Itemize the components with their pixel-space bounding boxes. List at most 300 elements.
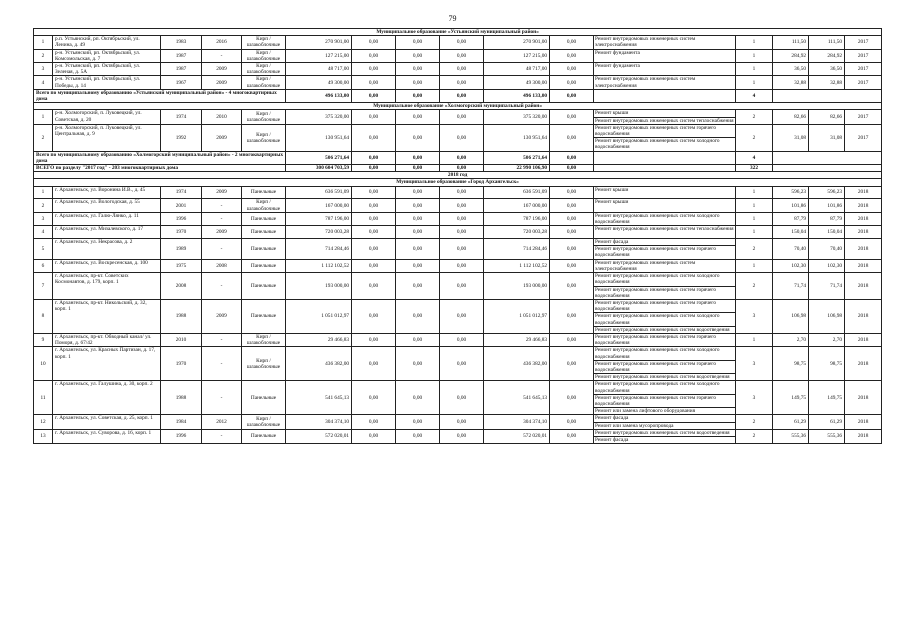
fund-cell: 0,00 — [352, 239, 396, 260]
other-funds-cell: 0,00 — [550, 299, 594, 333]
local-budget-cell: 0,00 — [440, 76, 484, 89]
limit-cost-cell: 87,79 — [809, 212, 845, 225]
wall-material-cell: Панельные — [242, 212, 286, 225]
table-row — [34, 49, 882, 62]
municipality-total-row — [34, 89, 882, 102]
limit-cost-cell: 102,30 — [809, 259, 845, 272]
works-cell — [594, 415, 736, 429]
other-funds-cell: 0,00 — [550, 333, 594, 346]
local-budget-cell: 0,00 — [440, 165, 484, 172]
built-year-cell: 1970 — [161, 226, 202, 239]
total-cost-cell: 29 466,83 — [286, 333, 352, 346]
fund-cell: 0,00 — [352, 259, 396, 272]
built-year-cell: 1970 — [161, 347, 202, 381]
works-cell — [594, 63, 736, 76]
row-number: 12 — [34, 415, 53, 429]
works-count-cell: 1 — [736, 76, 773, 89]
other-funds-cell: 0,00 — [550, 186, 594, 199]
other-funds-cell: 0,00 — [550, 226, 594, 239]
regional-budget-cell: 0,00 — [396, 239, 440, 260]
built-year-cell: 1988 — [161, 381, 202, 415]
works-count-cell: 1 — [736, 49, 773, 62]
local-budget-cell: 0,00 — [440, 199, 484, 212]
address-cell: г. Архангельск, пр-кт. Советских Космонавтов, д. 179, корп. 1 — [53, 273, 161, 300]
wall-material-cell: Кирп / шлакоблочные — [242, 124, 286, 151]
work-type: Ремонт внутридомовых инженерных систем водоотведения — [595, 326, 730, 333]
other-funds-cell: 0,00 — [550, 89, 594, 102]
owners-funds-cell: 127 215,00 — [484, 49, 550, 62]
fund-cell: 0,00 — [352, 429, 396, 443]
work-type: Ремонт внутридомовых инженерных систем горячего водоснабжения — [594, 300, 735, 313]
works-count-cell: 4 — [736, 89, 773, 102]
limit-cost-cell: 36,50 — [809, 63, 845, 76]
work-type: Ремонт внутридомовых инженерных систем горячего водоснабжения — [594, 361, 735, 374]
works-cell — [594, 76, 736, 89]
work-type: Ремонт внутридомовых инженерных систем горячего водоснабжения — [595, 286, 716, 299]
limit-cost-cell: 2,70 — [809, 333, 845, 346]
built-year-cell: 1996 — [161, 212, 202, 225]
row-number: 13 — [34, 429, 53, 443]
work-type: Ремонт внутридомовых инженерных систем электроснабжения — [595, 36, 696, 49]
table-row — [34, 239, 882, 260]
municipality-header — [34, 29, 882, 36]
completion-year-cell: 2017 — [845, 63, 882, 76]
works-count-cell: 2 — [736, 429, 773, 443]
other-funds-cell: 0,00 — [550, 124, 594, 151]
limit-cost-cell: 70,40 — [809, 239, 845, 260]
specific-cost-cell: 61,29 — [773, 415, 809, 429]
table-row — [34, 212, 882, 225]
works-count-cell: 1 — [736, 36, 773, 49]
address-cell: г. Архангельск, пр-кт. Обводный канал/ ул. Поморя, д. 67/42 — [53, 333, 161, 346]
regional-budget-cell: 0,00 — [396, 226, 440, 239]
row-number: 1 — [34, 186, 53, 199]
local-budget-cell: 0,00 — [440, 36, 484, 49]
works-cell — [594, 151, 736, 164]
local-budget-cell: 0,00 — [440, 429, 484, 443]
municipality-header-text: Муниципальное образование «Холмогорский муниципальный район» — [34, 103, 882, 110]
completion-year-cell: 2018 — [845, 199, 882, 212]
total-cost-cell: 1 051 012,97 — [286, 299, 352, 333]
address-cell: р.п. Устьянский, рп. Октябрьский, ул. Ленина, д. 49 — [53, 36, 161, 49]
work-type: Ремонт фундамента — [595, 63, 640, 70]
table-row — [34, 63, 882, 76]
reconstruction-year-cell: 2008 — [202, 259, 242, 272]
work-type: Ремонт внутридомовых инженерных систем холодного водоснабжения — [594, 381, 735, 394]
fund-cell: 0,00 — [352, 299, 396, 333]
local-budget-cell: 0,00 — [440, 226, 484, 239]
regional-budget-cell: 0,00 — [396, 347, 440, 381]
built-year-cell: 1992 — [161, 124, 202, 151]
reconstruction-year-cell: 2009 — [202, 299, 242, 333]
specific-cost-cell: 71,74 — [773, 273, 809, 300]
work-type: Ремонт фундамента — [595, 49, 640, 56]
other-funds-cell: 0,00 — [550, 273, 594, 300]
limit-cost-cell: 555,36 — [809, 429, 845, 443]
row-number: 8 — [34, 299, 53, 333]
capital-repair-table — [33, 28, 882, 444]
limit-cost-cell: 31,08 — [809, 124, 845, 151]
work-type: Ремонт внутридомовых инженерных систем электроснабжения — [595, 259, 696, 272]
municipality-header — [34, 179, 882, 186]
works-count-cell: 4 — [736, 151, 773, 164]
regional-budget-cell: 0,00 — [396, 259, 440, 272]
built-year-cell: 1988 — [161, 299, 202, 333]
fund-cell: 0,00 — [352, 151, 396, 164]
total-cost-cell: 127 215,00 — [286, 49, 352, 62]
work-type: Ремонт или замена лифтового оборудования — [595, 408, 696, 415]
address-cell: г. Архангельск, ул. Красных Партизан, д. 17, корп. 1 — [53, 347, 161, 381]
works-count-cell: 2 — [736, 110, 773, 124]
reconstruction-year-cell: 2010 — [202, 110, 242, 124]
works-cell — [594, 273, 736, 300]
owners-funds-cell: 48 717,00 — [484, 63, 550, 76]
works-count-cell: 1 — [736, 333, 773, 346]
specific-cost-cell: 36,50 — [773, 63, 809, 76]
limit-cost-cell: 111,50 — [809, 36, 845, 49]
regional-budget-cell: 0,00 — [396, 89, 440, 102]
owners-funds-cell: 130 951,64 — [484, 124, 550, 151]
completion-year-cell: 2018 — [845, 347, 882, 381]
limit-cost-cell: 596,23 — [809, 186, 845, 199]
fund-cell: 0,00 — [352, 226, 396, 239]
total-cost-cell: 436 382,00 — [286, 347, 352, 381]
specific-cost-cell: 2,70 — [773, 333, 809, 346]
wall-material-cell: Панельные — [242, 299, 286, 333]
works-cell — [594, 226, 736, 239]
built-year-cell: 1974 — [161, 110, 202, 124]
total-cost-cell: 541 645,13 — [286, 381, 352, 415]
other-funds-cell: 0,00 — [550, 347, 594, 381]
total-cost-cell: 496 133,00 — [286, 89, 352, 102]
local-budget-cell: 0,00 — [440, 273, 484, 300]
reconstruction-year-cell: 2009 — [202, 76, 242, 89]
specific-cost-cell: 596,23 — [773, 186, 809, 199]
built-year-cell: 1967 — [161, 76, 202, 89]
completion-year-cell: 2017 — [845, 36, 882, 49]
works-cell — [594, 89, 736, 102]
fund-cell: 0,00 — [352, 415, 396, 429]
specific-cost-cell: 82,66 — [773, 110, 809, 124]
total-cost-cell: 1 112 102,52 — [286, 259, 352, 272]
regional-budget-cell: 0,00 — [396, 63, 440, 76]
other-funds-cell: 0,00 — [550, 212, 594, 225]
total-cost-cell: 572 020,01 — [286, 429, 352, 443]
completion-year-cell: 2018 — [845, 259, 882, 272]
work-type: Ремонт внутридомовых инженерных систем холодного водоснабжения — [594, 273, 735, 286]
works-count-cell: 3 — [736, 299, 773, 333]
fund-cell: 0,00 — [352, 273, 396, 300]
work-type: Ремонт внутридомовых инженерных систем водоотведения — [595, 374, 730, 381]
regional-budget-cell: 0,00 — [396, 186, 440, 199]
works-count-cell: 322 — [736, 165, 773, 172]
completion-year-cell: 2018 — [845, 333, 882, 346]
fund-cell: 0,00 — [352, 124, 396, 151]
owners-funds-cell: 1 051 012,97 — [484, 299, 550, 333]
completion-year-cell: 2018 — [845, 273, 882, 300]
table-row — [34, 76, 882, 89]
reconstruction-year-cell: 2012 — [202, 415, 242, 429]
address-cell: г. Архангельск, ул. Галю-Лянко, д. 11 — [53, 212, 161, 225]
row-number: 10 — [34, 347, 53, 381]
address-cell: р-н. Устьянский, рп. Октябрьский, ул. Зеленая, д. 5А — [53, 63, 161, 76]
built-year-cell: 2010 — [161, 333, 202, 346]
specific-cost-cell: 149,75 — [773, 381, 809, 415]
works-cell — [594, 110, 736, 124]
work-type: Ремонт внутридомовых инженерных систем холодного водоснабжения — [594, 347, 735, 360]
address-cell: г. Архангельск, ул. Советская, д. 25, корп. 1 — [53, 415, 161, 429]
owners-funds-cell: 541 645,13 — [484, 381, 550, 415]
address-cell: г. Архангельск, ул. Галушина, д. 30, корп. 2 — [53, 381, 161, 415]
specific-cost-cell: 31,08 — [773, 124, 809, 151]
total-cost-cell: 300 604 703,59 — [286, 165, 352, 172]
row-number: 1 — [34, 36, 53, 49]
table-row — [34, 186, 882, 199]
fund-cell: 0,00 — [352, 333, 396, 346]
reconstruction-year-cell: - — [202, 49, 242, 62]
table-row — [34, 110, 882, 124]
owners-funds-cell: 193 000,00 — [484, 273, 550, 300]
regional-budget-cell: 0,00 — [396, 199, 440, 212]
reconstruction-year-cell: 2009 — [202, 124, 242, 151]
work-type: Ремонт фасада — [594, 415, 735, 422]
regional-budget-cell: 0,00 — [396, 429, 440, 443]
works-count-cell: 2 — [736, 124, 773, 151]
total-cost-cell: 720 003,28 — [286, 226, 352, 239]
address-cell: г. Архангельск, ул. Некрасова, д. 2 — [53, 239, 161, 260]
works-cell — [594, 347, 736, 381]
reconstruction-year-cell: 2016 — [202, 36, 242, 49]
limit-cost-cell: 150,04 — [809, 226, 845, 239]
completion-year-cell: 2018 — [845, 226, 882, 239]
fund-cell: 0,00 — [352, 165, 396, 172]
reconstruction-year-cell: - — [202, 212, 242, 225]
total-label: Всего по муниципальному образованию «Холмогорский муниципальный район» - 2 многоквартирных дома — [34, 151, 286, 164]
page-number: 79 — [448, 14, 457, 23]
table-row — [34, 36, 882, 49]
local-budget-cell: 0,00 — [440, 63, 484, 76]
local-budget-cell: 0,00 — [440, 186, 484, 199]
built-year-cell: 2008 — [161, 273, 202, 300]
owners-funds-cell: 270 901,00 — [484, 36, 550, 49]
total-cost-cell: 375 320,00 — [286, 110, 352, 124]
local-budget-cell: 0,00 — [440, 89, 484, 102]
regional-budget-cell: 0,00 — [396, 151, 440, 164]
total-cost-cell: 636 591,09 — [286, 186, 352, 199]
address-cell: г. Архангельск, ул. Воскресенская, д. 100 — [53, 259, 161, 272]
specific-cost-cell: 32,88 — [773, 76, 809, 89]
built-year-cell: 1975 — [161, 259, 202, 272]
wall-material-cell: Панельные — [242, 186, 286, 199]
regional-budget-cell: 0,00 — [396, 299, 440, 333]
specific-cost-cell: 555,36 — [773, 429, 809, 443]
other-funds-cell: 0,00 — [550, 165, 594, 172]
owners-funds-cell: 787 196,00 — [484, 212, 550, 225]
specific-cost-cell: 98,75 — [773, 347, 809, 381]
row-number: 5 — [34, 239, 53, 260]
works-cell — [594, 239, 736, 260]
works-cell — [594, 165, 736, 172]
specific-cost-cell: 150,04 — [773, 226, 809, 239]
built-year-cell: 1987 — [161, 63, 202, 76]
row-number: 4 — [34, 76, 53, 89]
table-row — [34, 299, 882, 333]
reconstruction-year-cell: - — [202, 199, 242, 212]
wall-material-cell: Панельные — [242, 381, 286, 415]
row-number: 11 — [34, 381, 53, 415]
work-type: Ремонт внутридомовых инженерных систем холодного водоснабжения — [595, 212, 720, 226]
specific-cost-cell: 87,79 — [773, 212, 809, 225]
table-row — [34, 333, 882, 346]
other-funds-cell: 0,00 — [550, 110, 594, 124]
work-type: Ремонт крыши — [595, 186, 629, 193]
table-row — [34, 124, 882, 151]
owners-funds-cell: 49 300,00 — [484, 76, 550, 89]
owners-funds-cell: 496 133,00 — [484, 89, 550, 102]
wall-material-cell: Кирп / шлакоблочные — [242, 49, 286, 62]
wall-material-cell: Кирп / шлакоблочные — [242, 347, 286, 381]
works-cell — [594, 49, 736, 62]
address-cell: г. Архангельск, ул. Вологодская, д. 55 — [53, 199, 161, 212]
reconstruction-year-cell: 2009 — [202, 63, 242, 76]
completion-year-cell: 2018 — [845, 381, 882, 415]
built-year-cell: 1987 — [161, 49, 202, 62]
row-number: 7 — [34, 273, 53, 300]
local-budget-cell: 0,00 — [440, 49, 484, 62]
other-funds-cell: 0,00 — [550, 429, 594, 443]
limit-cost-cell: 82,66 — [809, 110, 845, 124]
limit-cost-cell: 149,75 — [809, 381, 845, 415]
built-year-cell: 1984 — [161, 415, 202, 429]
total-cost-cell: 270 901,00 — [286, 36, 352, 49]
local-budget-cell: 0,00 — [440, 124, 484, 151]
wall-material-cell: Панельные — [242, 226, 286, 239]
regional-budget-cell: 0,00 — [396, 76, 440, 89]
limit-cost-cell: 101,86 — [809, 199, 845, 212]
built-year-cell: 1996 — [161, 429, 202, 443]
owners-funds-cell: 506 271,64 — [484, 151, 550, 164]
year-header — [34, 172, 882, 179]
completion-year-cell: 2018 — [845, 299, 882, 333]
other-funds-cell: 0,00 — [550, 36, 594, 49]
table-row — [34, 381, 882, 415]
work-type: Ремонт внутридомовых инженерных систем горячего водоснабжения — [594, 395, 735, 408]
fund-cell: 0,00 — [352, 212, 396, 225]
work-type: Ремонт внутридомовых инженерных систем горячего водоснабжения — [594, 125, 735, 138]
wall-material-cell: Панельные — [242, 259, 286, 272]
works-count-cell: 2 — [736, 239, 773, 260]
row-number: 1 — [34, 110, 53, 124]
specific-cost-cell: 101,86 — [773, 199, 809, 212]
limit-cost-cell: 98,75 — [809, 347, 845, 381]
limit-cost-cell: 32,88 — [809, 76, 845, 89]
fund-cell: 0,00 — [352, 110, 396, 124]
total-cost-cell: 193 000,00 — [286, 273, 352, 300]
address-cell: р-н. Устьянский, рп. Октябрьский, ул. Победы, д. 14 — [53, 76, 161, 89]
address-cell: р-н. Устьянский, рп. Октябрьский, ул. Комсомольская, д. 7 — [53, 49, 161, 62]
built-year-cell: 1974 — [161, 186, 202, 199]
owners-funds-cell: 304 374,10 — [484, 415, 550, 429]
local-budget-cell: 0,00 — [440, 110, 484, 124]
works-cell — [594, 299, 736, 333]
work-type: Ремонт фасада — [594, 239, 735, 246]
row-number: 2 — [34, 124, 53, 151]
other-funds-cell: 0,00 — [550, 381, 594, 415]
wall-material-cell: Панельные — [242, 273, 286, 300]
row-number: 2 — [34, 199, 53, 212]
fund-cell: 0,00 — [352, 49, 396, 62]
reconstruction-year-cell: - — [202, 381, 242, 415]
completion-year-cell: 2017 — [845, 49, 882, 62]
work-type: Ремонт внутридомовых инженерных систем холодного водоснабжения — [594, 313, 735, 326]
other-funds-cell: 0,00 — [550, 239, 594, 260]
owners-funds-cell: 22 990 106,90 — [484, 165, 550, 172]
total-cost-cell: 48 717,00 — [286, 63, 352, 76]
work-type: Ремонт внутридомовых инженерных систем горячего водоснабжения — [595, 246, 716, 259]
local-budget-cell: 0,00 — [440, 415, 484, 429]
local-budget-cell: 0,00 — [440, 333, 484, 346]
works-count-cell: 1 — [736, 226, 773, 239]
local-budget-cell: 0,00 — [440, 299, 484, 333]
limit-cost-cell: 284,92 — [809, 49, 845, 62]
row-number: 2 — [34, 49, 53, 62]
owners-funds-cell: 720 003,28 — [484, 226, 550, 239]
table-row — [34, 429, 882, 443]
total-label: ВСЕГО по разделу "2017 год" - 203 многоквартирных дома — [34, 165, 286, 172]
work-type: Ремонт крыши — [595, 199, 629, 206]
completion-year-cell: 2018 — [845, 212, 882, 225]
specific-cost-cell: 70,40 — [773, 239, 809, 260]
works-cell — [594, 333, 736, 346]
year-header-text: 2018 год — [34, 172, 882, 179]
table-row — [34, 415, 882, 429]
regional-budget-cell: 0,00 — [396, 36, 440, 49]
wall-material-cell: Кирп / шлакоблочные — [242, 415, 286, 429]
table-row — [34, 273, 882, 300]
work-type: Ремонт крыши — [594, 110, 735, 117]
work-type: Ремонт фасада — [595, 436, 629, 443]
completion-year-cell: 2017 — [845, 110, 882, 124]
local-budget-cell: 0,00 — [440, 381, 484, 415]
works-count-cell: 1 — [736, 212, 773, 225]
owners-funds-cell: 636 591,09 — [484, 186, 550, 199]
wall-material-cell: Панельные — [242, 239, 286, 260]
built-year-cell: 2001 — [161, 199, 202, 212]
fund-cell: 0,00 — [352, 199, 396, 212]
fund-cell: 0,00 — [352, 381, 396, 415]
total-label: Всего по муниципальному образованию «Устьянский муниципальный район» - 4 многоквартирных дома — [34, 89, 286, 102]
works-count-cell: 2 — [736, 415, 773, 429]
completion-year-cell: 2018 — [845, 415, 882, 429]
empty-cell — [773, 165, 882, 172]
wall-material-cell: Кирп / шлакоблочные — [242, 333, 286, 346]
local-budget-cell: 0,00 — [440, 212, 484, 225]
other-funds-cell: 0,00 — [550, 415, 594, 429]
owners-funds-cell: 29 466,83 — [484, 333, 550, 346]
works-cell — [594, 429, 736, 443]
work-type: Ремонт внутридомовых инженерных систем теплоснабжения — [595, 117, 734, 124]
works-cell — [594, 36, 736, 49]
row-number: 9 — [34, 333, 53, 346]
works-cell — [594, 212, 736, 225]
works-count-cell: 2 — [736, 273, 773, 300]
works-cell — [594, 199, 736, 212]
regional-budget-cell: 0,00 — [396, 415, 440, 429]
owners-funds-cell: 714 284,46 — [484, 239, 550, 260]
total-cost-cell: 714 284,46 — [286, 239, 352, 260]
grand-total-row — [34, 165, 882, 172]
regional-budget-cell: 0,00 — [396, 110, 440, 124]
